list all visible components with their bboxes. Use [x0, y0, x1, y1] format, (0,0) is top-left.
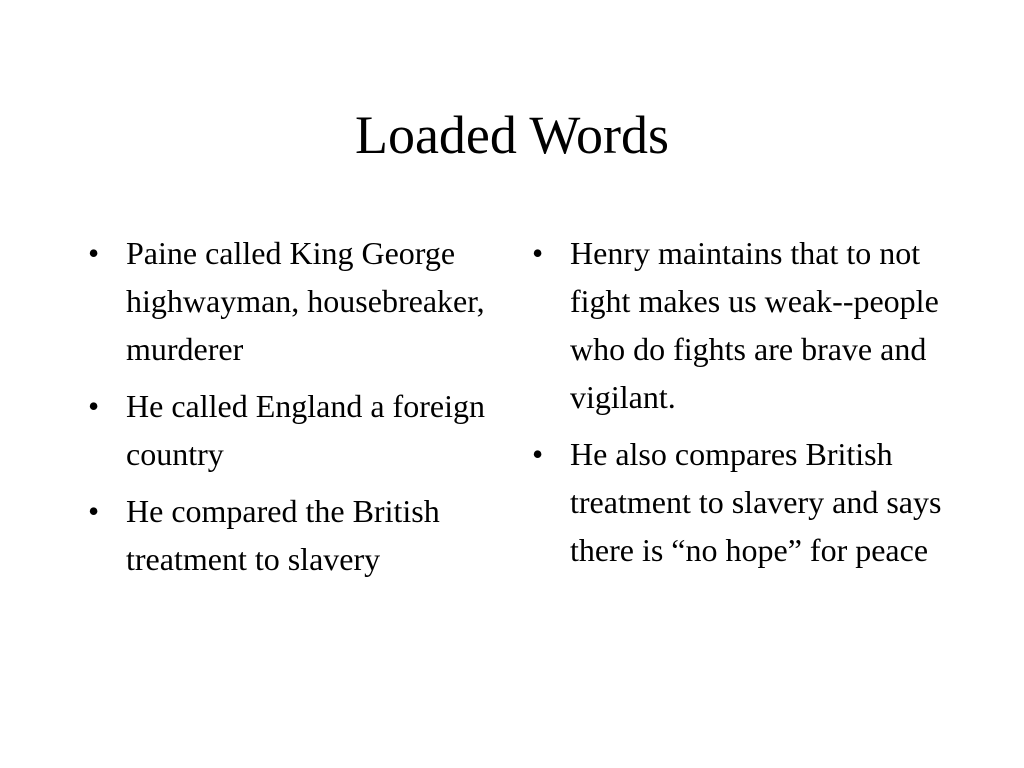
bullet-icon: • — [532, 235, 544, 271]
list-item — [88, 487, 488, 583]
list-item — [532, 229, 942, 421]
bullet-text: He compared the British treatment to slavery — [126, 493, 440, 577]
slide-title: Loaded Words — [354, 105, 670, 165]
bullet-icon: • — [532, 436, 544, 472]
bullet-icon: • — [88, 388, 100, 424]
bullet-text: He called England a foreign country — [126, 388, 485, 472]
bullet-icon: • — [88, 493, 100, 529]
list-item — [88, 229, 488, 373]
bullet-icon: • — [88, 235, 100, 271]
right-bullet-list — [532, 229, 942, 583]
left-bullet-list — [88, 229, 488, 592]
list-item — [532, 430, 942, 574]
bullet-text: Henry maintains that to not fight makes us weak--people who do fights are brave and vigilant. — [570, 235, 939, 415]
list-item — [88, 382, 488, 478]
bullet-text: Paine called King George highwayman, housebreaker, murderer — [126, 235, 485, 367]
bullet-text: He also compares British treatment to slavery and says there is “no hope” for peace — [570, 436, 942, 568]
